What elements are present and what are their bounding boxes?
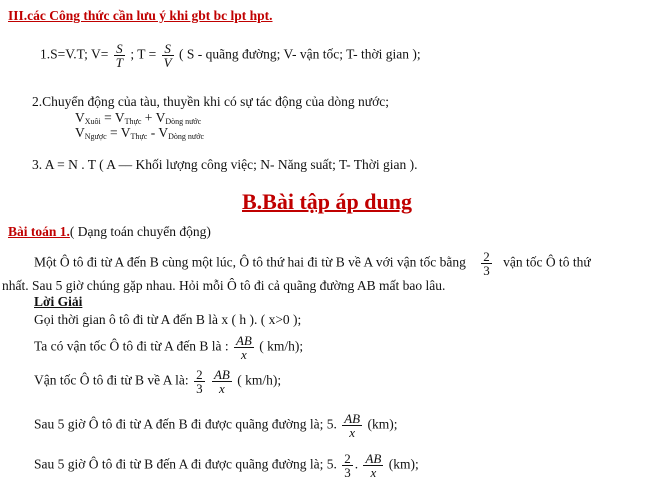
velocity-symbol: V <box>75 125 85 140</box>
fraction-denominator: 3 <box>196 381 203 396</box>
fraction-numerator: S <box>114 42 125 56</box>
subscript-dong-nuoc: Dòng nước <box>168 132 204 141</box>
step-5-text: Sau 5 giờ Ô tô đi từ B đến A đi được quãng đường là; 5. <box>34 456 337 472</box>
fraction-numerator: 2 <box>483 249 490 264</box>
solution-step-2 <box>34 334 303 361</box>
section-title: III.các Công thức cần lưu ý khi gbt bc lpt hpt. <box>8 8 273 23</box>
fraction-denominator: x <box>349 425 356 440</box>
unit-kmh: ( km/h); <box>259 338 304 354</box>
problem-header <box>8 224 211 240</box>
formula-3: 3. A = N . T ( A –– Khối lượng công việc; N- Năng suất; T- Thời gian ). <box>32 157 418 172</box>
formula-nguoc <box>75 125 204 145</box>
minus-sign: - <box>150 125 156 140</box>
solution-step-5 <box>34 452 419 479</box>
problem-text-a: Một Ô tô đi từ A đến B cùng một lúc, Ô tô thứ hai đi từ B về A với vận tốc bằng <box>34 254 466 270</box>
velocity-symbol: V <box>120 125 131 140</box>
fraction-two-thirds <box>481 250 492 277</box>
fraction-numerator: AB <box>344 411 361 426</box>
velocity-symbol: V <box>158 125 169 140</box>
subscript-thuc: Thực <box>130 132 148 141</box>
solution-step-3 <box>34 368 281 395</box>
step-2-text: Ta có vận tốc Ô tô đi từ A đến B là : <box>34 338 229 354</box>
step-4-text: Sau 5 giờ Ô tô đi từ A đến B đi được quãng đường là; 5. <box>34 416 337 432</box>
fraction-numerator: AB <box>213 367 230 382</box>
plus-sign: + <box>144 110 153 125</box>
fraction-denominator: x <box>241 347 247 362</box>
solution-step-4 <box>34 412 398 439</box>
problem-label: Bài toán 1. <box>8 224 70 239</box>
step-3-text: Vận tốc Ô tô đi từ B về A là: <box>34 372 189 388</box>
unit-kmh: ( km/h); <box>237 372 282 388</box>
fraction-s-over-v <box>162 42 174 69</box>
fraction-s-over-t <box>114 42 125 69</box>
unit-km: (km); <box>388 456 419 472</box>
equals-sign: = <box>104 110 112 125</box>
problem-line-2: nhất. Sau 5 giờ chúng gặp nhau. Hỏi mỗi Ô tô đi cả quãng đường AB mất bao lâu. <box>2 278 446 293</box>
problem-line-1 <box>34 250 591 277</box>
subscript-nguoc: Ngược <box>84 132 107 141</box>
velocity-symbol: V <box>114 110 125 125</box>
fraction-ab-over-x <box>342 412 362 439</box>
fraction-numerator: AB <box>235 333 252 348</box>
fraction-denominator: x <box>218 381 225 396</box>
equals-sign: = <box>110 125 118 140</box>
subscript-dong-nuoc: Dòng nước <box>165 117 202 126</box>
fraction-ab-over-x <box>212 368 232 395</box>
solution-step-1: Gọi thời gian ô tô đi từ A đến B là x ( h ). ( x>0 ); <box>34 312 302 327</box>
subscript-thuc: Thực <box>124 117 142 126</box>
fraction-numerator: 2 <box>344 451 351 466</box>
problem-text-b: vận tốc Ô tô thứ <box>503 254 591 270</box>
velocity-symbol: V <box>155 110 166 125</box>
unit-km: (km); <box>367 416 398 432</box>
fraction-numerator: S <box>162 42 174 56</box>
formula-1-mid: ; T = <box>130 46 157 62</box>
fraction-denominator: x <box>370 465 377 480</box>
formula-2-title: 2.Chuyển động của tàu, thuyền khi có sự tác động của dòng nước; <box>32 94 389 109</box>
multiply-dot: . <box>354 456 359 472</box>
formula-1 <box>40 42 421 69</box>
problem-type: ( Dạng toán chuyển động) <box>69 224 211 239</box>
formula-1-prefix: 1.S=V.T; V= <box>40 46 109 62</box>
fraction-denominator: V <box>163 55 172 70</box>
fraction-denominator: 3 <box>344 465 351 480</box>
fraction-denominator: T <box>115 55 123 70</box>
formula-1-suffix: ( S - quãng đường; V- vận tốc; T- thời gian ); <box>178 46 421 62</box>
fraction-two-thirds <box>194 368 205 395</box>
velocity-symbol: V <box>75 110 85 125</box>
fraction-numerator: AB <box>365 451 382 466</box>
fraction-ab-over-x <box>363 452 383 479</box>
fraction-numerator: 2 <box>196 367 203 382</box>
fraction-two-thirds <box>342 452 353 479</box>
fraction-ab-over-x <box>234 334 254 361</box>
subscript-xuoi: Xuôi <box>84 117 101 126</box>
solution-label: Lời Giải <box>34 294 83 309</box>
section-heading-b: B.Bài tập áp dung <box>242 189 412 214</box>
fraction-denominator: 3 <box>483 263 490 278</box>
